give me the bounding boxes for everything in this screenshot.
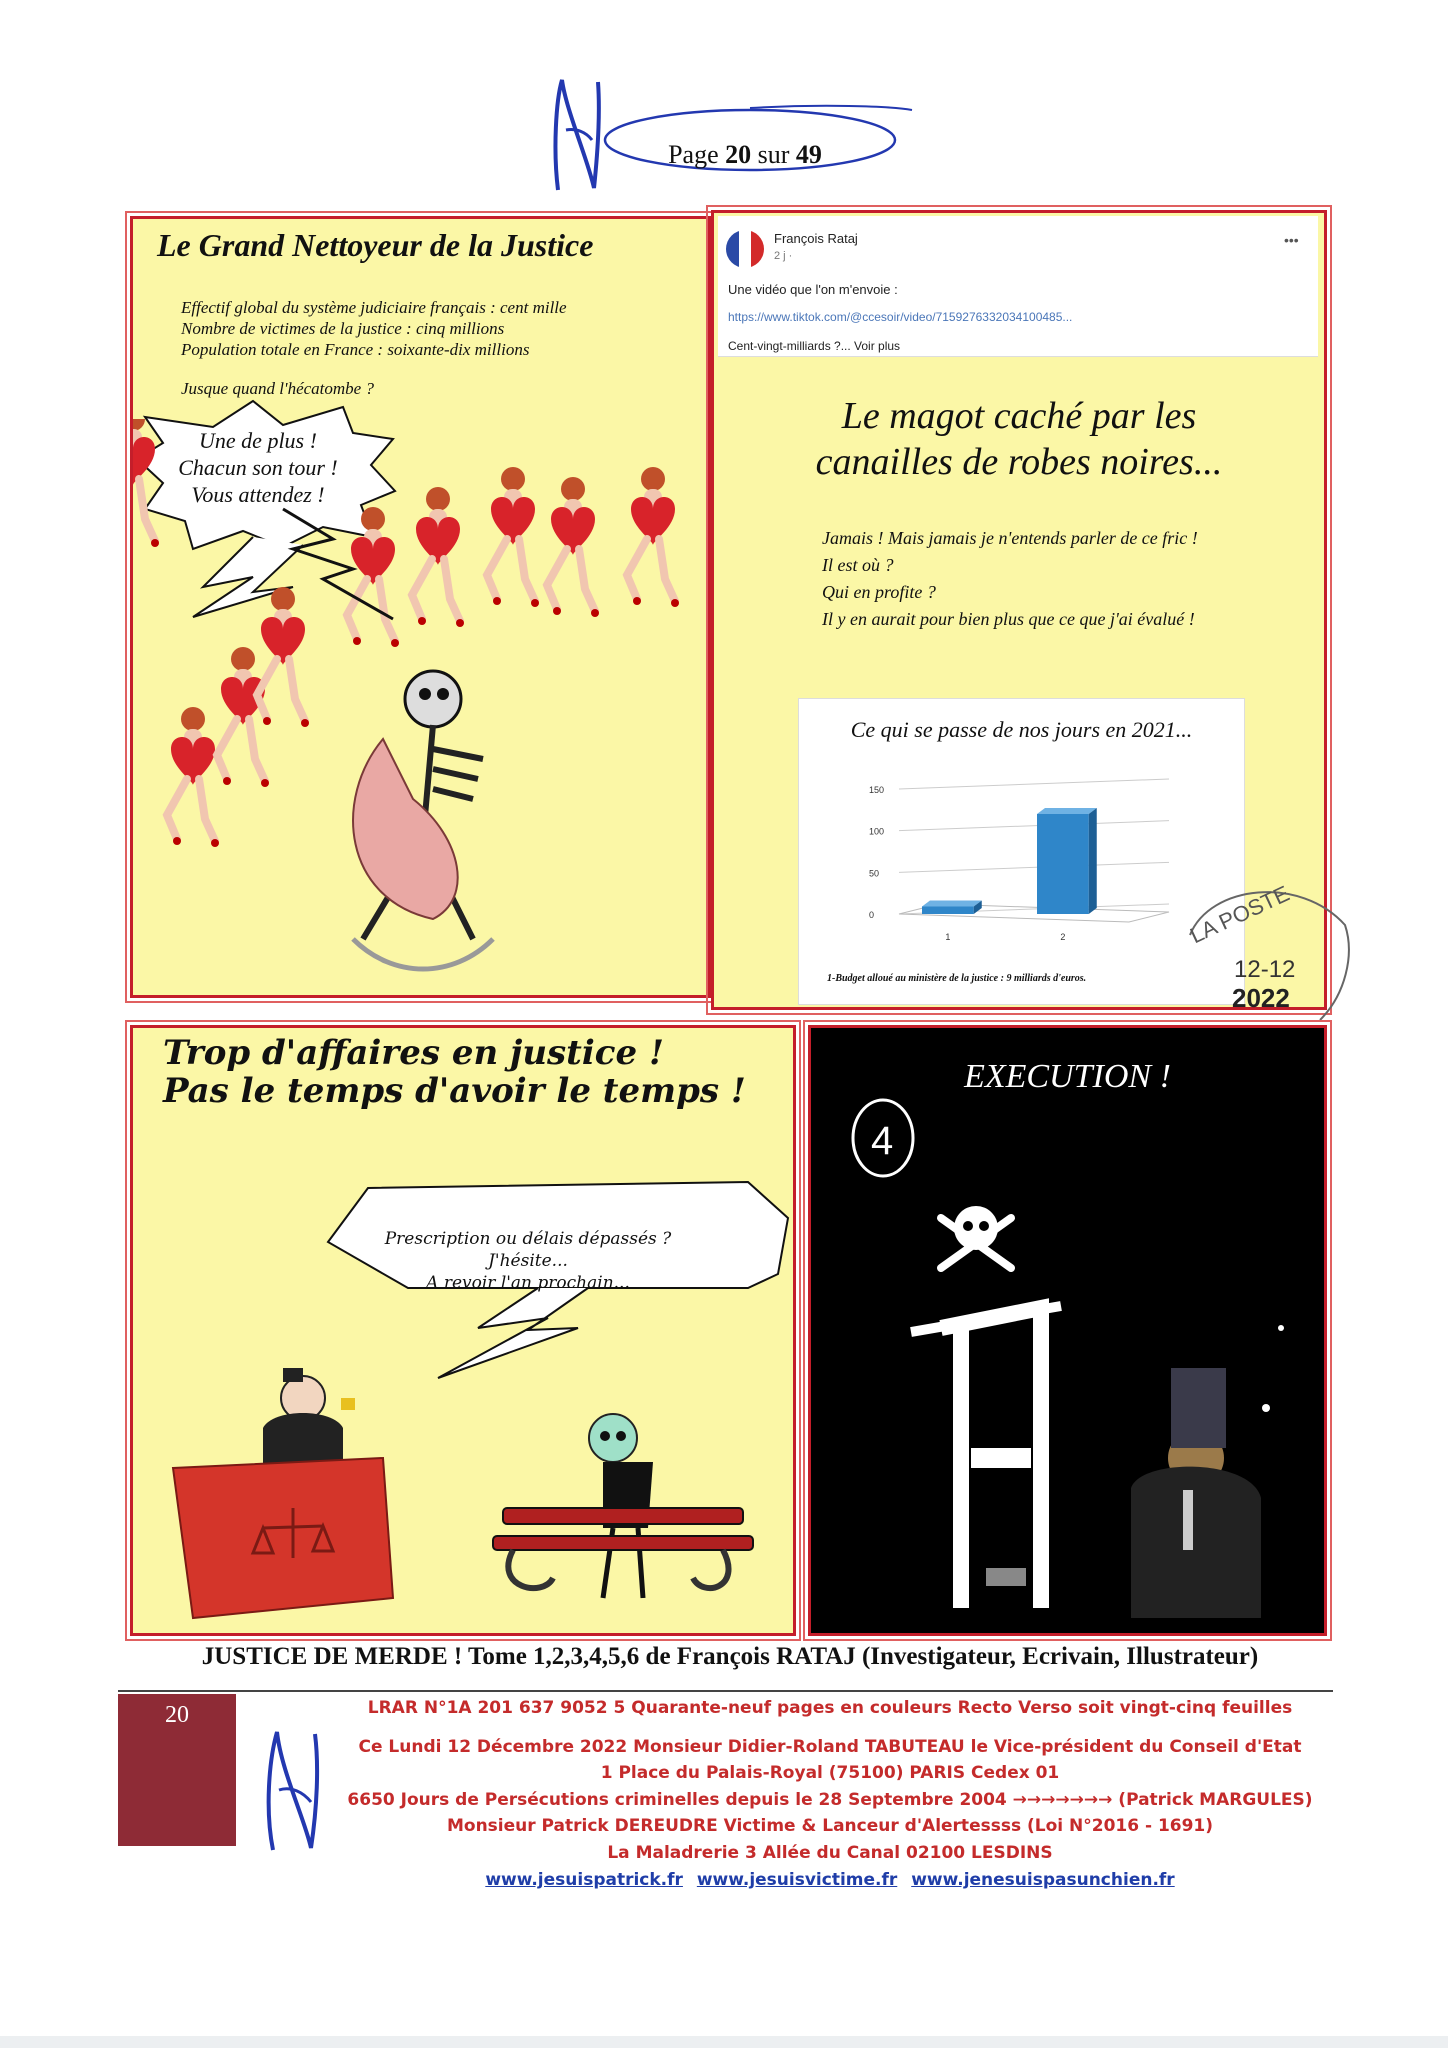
chart-caption: 1-Budget alloué au ministère de la justice : 9 milliards d'euros. <box>827 973 1087 984</box>
chart-gridline <box>899 862 1169 872</box>
bubble-line: Chacun son tour ! <box>178 455 338 480</box>
more-options-icon[interactable]: ••• <box>1284 232 1299 248</box>
chart-ytick-label: 100 <box>869 826 885 837</box>
panel1-question: Jusque quand l'hécatombe ? <box>181 379 374 398</box>
panel3-title-line: Trop d'affaires en justice ! <box>163 1033 664 1073</box>
panel1-stat-line: Population totale en France : soixante-dix millions <box>181 340 530 359</box>
post-see-more[interactable]: Cent-vingt-milliards ?... Voir plus <box>728 339 901 353</box>
stamp-date: 12-12 <box>1234 956 1296 983</box>
footer-line: Monsieur Patrick DEREUDRE Victime & Lanceur d'Alertessss (Loi N°2016 - 1691) <box>446 1816 1214 1836</box>
chart-bar-top <box>1037 808 1097 814</box>
page-number: Page 20 sur 49 <box>668 140 822 169</box>
panel2-text-line: Il est où ? <box>822 555 894 575</box>
circled-number: 4 <box>871 1119 894 1163</box>
panel2-text-line: Qui en profite ? <box>822 582 936 602</box>
bubble-line: Vous attendez ! <box>191 482 325 507</box>
panel-grand-nettoyeur <box>130 216 711 998</box>
bubble-line: Une de plus ! <box>199 428 317 453</box>
stamp-text: LA POSTE <box>1186 880 1294 949</box>
panel2-title-line: canailles de robes noires... <box>815 441 1223 483</box>
bubble-line: Prescription ou délais dépassés ? <box>384 1229 672 1249</box>
panel1-stats <box>181 297 567 360</box>
panel2-title-line: Le magot caché par les <box>841 395 1197 437</box>
footer-line: Ce Lundi 12 Décembre 2022 Monsieur Didier-Roland TABUTEAU le Vice-président du Conseil d'Etat <box>358 1737 1302 1757</box>
page-number-box <box>118 1694 236 1846</box>
page-number-box-text: 20 <box>165 1702 189 1728</box>
panel2-text-line: Jamais ! Mais jamais je n'entends parler de ce fric ! <box>822 528 1198 548</box>
panel2-text-line: Il y en aurait pour bien plus que ce que j'ai évalué ! <box>822 609 1195 629</box>
footer-link-jenesuispasunchien[interactable]: www.jenesuispasunchien.fr <box>911 1870 1175 1890</box>
panel1-stat-line: Effectif global du système judiciaire français : cent mille <box>181 298 567 317</box>
chart-title: Ce qui se passe de nos jours en 2021... <box>850 717 1193 742</box>
bubble-line: A revoir l'an prochain... <box>426 1273 630 1293</box>
signature-top-drawing <box>548 70 608 200</box>
chart-bar-side <box>1089 808 1097 914</box>
chart-category-label: 2 <box>1060 932 1066 942</box>
post-text: Une vidéo que l'on m'envoie : <box>728 282 898 297</box>
post-timestamp: 2 j · <box>774 250 793 262</box>
footer-line: 1 Place du Palais-Royal (75100) PARIS Cedex 01 <box>600 1763 1060 1783</box>
panel3-title <box>163 1034 746 1110</box>
judge-bench-illustration <box>133 1358 793 1633</box>
footer-line: 6650 Jours de Persécutions criminelles depuis le 28 Septembre 2004 →→→→→→→ (Patrick MARGULES) <box>347 1790 1313 1810</box>
chart-ytick-label: 50 <box>869 868 880 879</box>
signature-bottom-drawing <box>255 1720 330 1860</box>
panel2-title <box>714 393 1324 485</box>
panel1-title: Le Grand Nettoyeur de la Justice <box>157 227 594 263</box>
footer-line: LRAR N°1A 201 637 9052 5 Quarante-neuf pages en couleurs Recto Verso soit vingt-cinq feuilles <box>367 1698 1293 1718</box>
bottom-band <box>0 2036 1448 2048</box>
guillotine-illustration <box>811 1028 1324 1633</box>
footer-line: La Maladrerie 3 Allée du Canal 02100 LESDINS <box>607 1843 1053 1863</box>
panel2-text <box>822 525 1198 633</box>
postal-stamp <box>1170 865 1360 1025</box>
panel3-title-line: Pas le temps d'avoir le temps ! <box>163 1071 746 1111</box>
post-author[interactable]: François Rataj <box>774 231 858 246</box>
facebook-post-card[interactable] <box>718 216 1318 357</box>
footer-link-jesuisvictime[interactable]: www.jesuisvictime.fr <box>696 1870 898 1890</box>
panel4-title: EXECUTION ! <box>964 1058 1171 1095</box>
panel-execution <box>808 1025 1327 1636</box>
divider <box>118 1690 1333 1692</box>
chart-ytick-label: 0 <box>869 910 875 920</box>
footer-link-jesuispatrick[interactable]: www.jesuispatrick.fr <box>485 1870 683 1890</box>
chart-bar <box>1037 814 1089 914</box>
post-link[interactable]: https://www.tiktok.com/@ccesoir/video/71592763320341004​85... <box>728 310 1073 324</box>
panel1-stat-line: Nombre de victimes de la justice : cinq millions <box>181 319 505 338</box>
chart-gridline <box>899 821 1169 831</box>
footer-links <box>330 1870 1330 1890</box>
chart-category-label: 1 <box>945 932 951 942</box>
panel-trop-affaires <box>130 1025 796 1636</box>
chart-gridline <box>899 779 1169 789</box>
stamp-year: 2022 <box>1232 983 1290 1013</box>
chart-ytick-label: 150 <box>869 785 885 795</box>
dancers-skeleton-illustration <box>133 419 708 995</box>
bubble-line: J'hésite... <box>488 1251 568 1271</box>
speech-bubble-text <box>328 1228 728 1294</box>
chart-bar <box>922 907 974 915</box>
chart-bar-top <box>922 901 982 907</box>
page-caption: JUSTICE DE MERDE ! Tome 1,2,3,4,5,6 de François RATAJ (Investigateur, Ecrivain, Illustrateur) <box>201 1643 1259 1670</box>
avatar[interactable] <box>726 230 764 268</box>
